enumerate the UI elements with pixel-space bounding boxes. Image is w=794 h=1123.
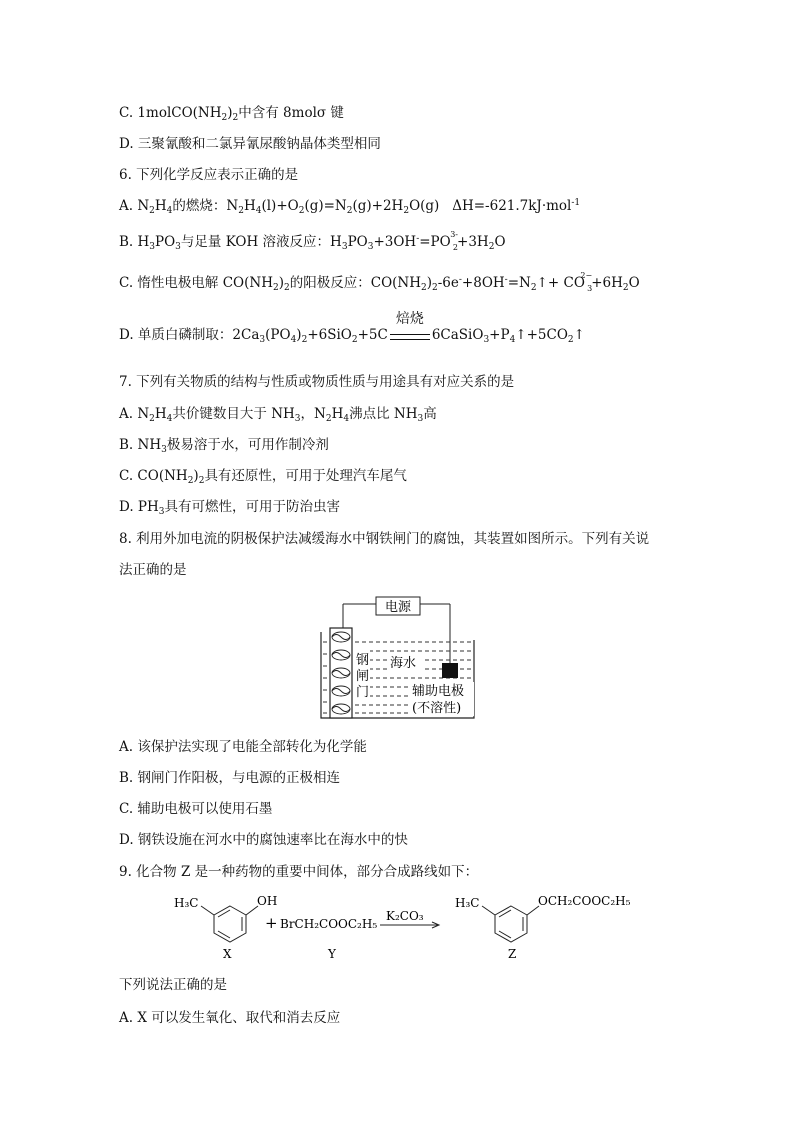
q7-option-c: C. $CO(NH_2)_2$具有还原性，可用于处理汽车尾气 xyxy=(119,468,407,486)
q8-option-d: D. 钢铁设施在河水中的腐蚀速率比在海水中的快 xyxy=(119,832,408,848)
compound-x-ring xyxy=(201,906,258,942)
q7-option-b: B. $NH_3$极易溶于水，可用作制冷剂 xyxy=(119,437,329,455)
q7-stem: 7. 下列有关物质的结构与性质或物质性质与用途具有对应关系的是 xyxy=(119,374,515,390)
q5-option-c: C. $1molCO(NH_2)_2$中含有 8molσ 键 xyxy=(119,105,344,123)
gate-label-1: 钢 xyxy=(356,653,370,668)
q5-option-d: D. 三聚氰酸和二氯异氰尿酸钠晶体类型相同 xyxy=(119,136,381,152)
compound-z-label: Z xyxy=(508,947,517,961)
q8-option-b: B. 钢闸门作阳极，与电源的正极相连 xyxy=(119,770,341,786)
compound-z-methyl: H₃C xyxy=(455,896,480,910)
compound-y-label: Y xyxy=(328,947,336,961)
gate-label-2: 闸 xyxy=(356,669,370,684)
q6-option-a: A. $N_2H_4$的燃烧：$N_2H_4(l)+O_2(g)=N_2(g)+2H_2O(g)$ ΔH=-621.7kJ·mol$^{-1}$ xyxy=(119,198,581,216)
cathodic-protection-figure xyxy=(318,594,478,722)
q9-prompt: 下列说法正确的是 xyxy=(119,977,227,993)
compound-x-oh: OH xyxy=(257,894,278,908)
insoluble-label: (不溶性) xyxy=(412,701,462,716)
q6-option-b: B. $H_3PO_3$与足量 KOH 溶液反应：$H_3PO_3+3OH^-=PO$ 3- 2 $+3H_2O$ xyxy=(119,230,506,252)
compound-x-label: X xyxy=(223,947,232,961)
reaction-condition: 焙烧 xyxy=(388,326,432,344)
q7-option-d: D. $PH_3$具有可燃性，可用于防治虫害 xyxy=(119,499,341,517)
compound-x-methyl: H₃C xyxy=(174,896,199,910)
reagent-k2co3: K₂CO₃ xyxy=(386,909,424,923)
synthesis-scheme xyxy=(168,890,638,962)
power-source-label: 电源 xyxy=(384,600,412,615)
compound-y-formula: BrCH₂COOC₂H₅ xyxy=(280,917,378,931)
q6-option-d: D. 单质白磷制取：$2Ca_3(PO_4)_2+6SiO_2+5C$ 焙烧 $6CaSiO_3+P_4↑+5CO_2↑$ xyxy=(119,311,585,345)
seawater-label: 海水 xyxy=(390,656,417,671)
q6-stem: 6. 下列化学反应表示正确的是 xyxy=(119,167,299,183)
compound-z-ring xyxy=(482,906,539,942)
q6-option-c: C. 惰性电极电解 $CO(NH_2)_2$的阳极反应：$CO(NH_2)_2-6e^-+8OH^-=N_2↑+$ CO 2− 3 $+6H_2O$ xyxy=(119,271,640,293)
q9-stem: 9. 化合物 Z 是一种药物的重要中间体，部分合成路线如下： xyxy=(119,864,479,880)
auxiliary-electrode xyxy=(442,663,458,678)
q9-option-a: A. X 可以发生氧化、取代和消去反应 xyxy=(119,1010,341,1026)
q7-option-a: A. $N_2H_4$共价键数目大于 $NH_3$，$N_2H_4$沸点比 $NH_3$高 xyxy=(119,406,437,424)
q8-stem-line1: 8. 利用外加电流的阴极保护法减缓海水中钢铁闸门的腐蚀，其装置如图所示。下列有关说 xyxy=(119,531,650,547)
gate-label-3: 门 xyxy=(356,685,370,700)
q8-stem-line2: 法正确的是 xyxy=(119,562,187,578)
plus-sign: + xyxy=(265,914,278,932)
q8-option-a: A. 该保护法实现了电能全部转化为化学能 xyxy=(119,739,367,755)
compound-z-chain: OCH₂COOC₂H₅ xyxy=(538,894,631,908)
q8-option-c: C. 辅助电极可以使用石墨 xyxy=(119,801,273,817)
auxiliary-electrode-label: 辅助电极 xyxy=(412,684,465,699)
